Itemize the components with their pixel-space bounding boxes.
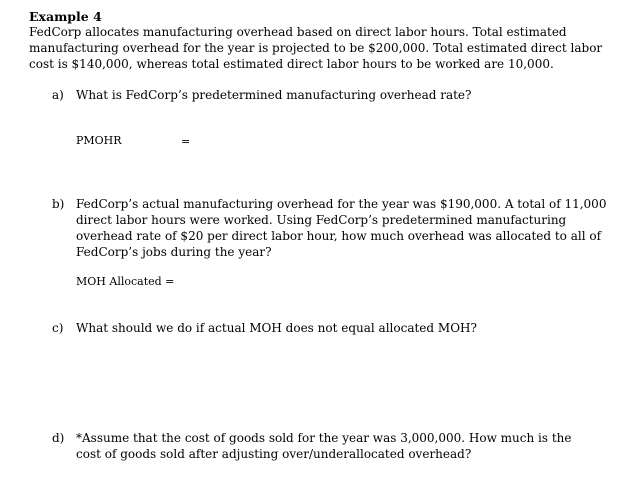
pmohr-label: PMOHR: [76, 134, 122, 147]
question-b: [52, 196, 612, 262]
moh-allocated-label: MOH Allocated =: [76, 275, 175, 288]
question-d: [52, 430, 612, 464]
question-d-letter: d): [52, 431, 65, 445]
example-intro: FedCorp allocates manufacturing overhead based on direct labor hours. Total estimated manufacturing overhead for the year is projected to be $200,000. Total estimated direct labor cost is $140,000, whereas total estimated direct labor hours to be worked are 10,000.: [29, 25, 603, 71]
question-a: [52, 87, 612, 105]
question-d-text: *Assume that the cost of goods sold for the year was 3,000,000. How much is the cost of goods sold after adjusting over/underallocated overhead?: [76, 431, 572, 461]
question-a-text: What is FedCorp’s predetermined manufacturing overhead rate?: [76, 88, 472, 102]
question-c: [52, 320, 612, 338]
question-c-letter: c): [52, 321, 64, 335]
question-b-text: FedCorp’s actual manufacturing overhead for the year was $190,000. A total of 11,000 direct labor hours were worked. Using FedCorp’s predetermined manufacturing overhead rate of $20 per direct labor hour, how much overhead was allocated to all of FedCorp’s jobs during the year?: [76, 197, 607, 259]
pmohr-equals: =: [181, 135, 191, 148]
question-c-text: What should we do if actual MOH does not equal allocated MOH?: [76, 321, 477, 335]
question-b-letter: b): [52, 197, 65, 211]
question-a-letter: a): [52, 88, 64, 102]
example-title: Example 4: [29, 9, 102, 24]
